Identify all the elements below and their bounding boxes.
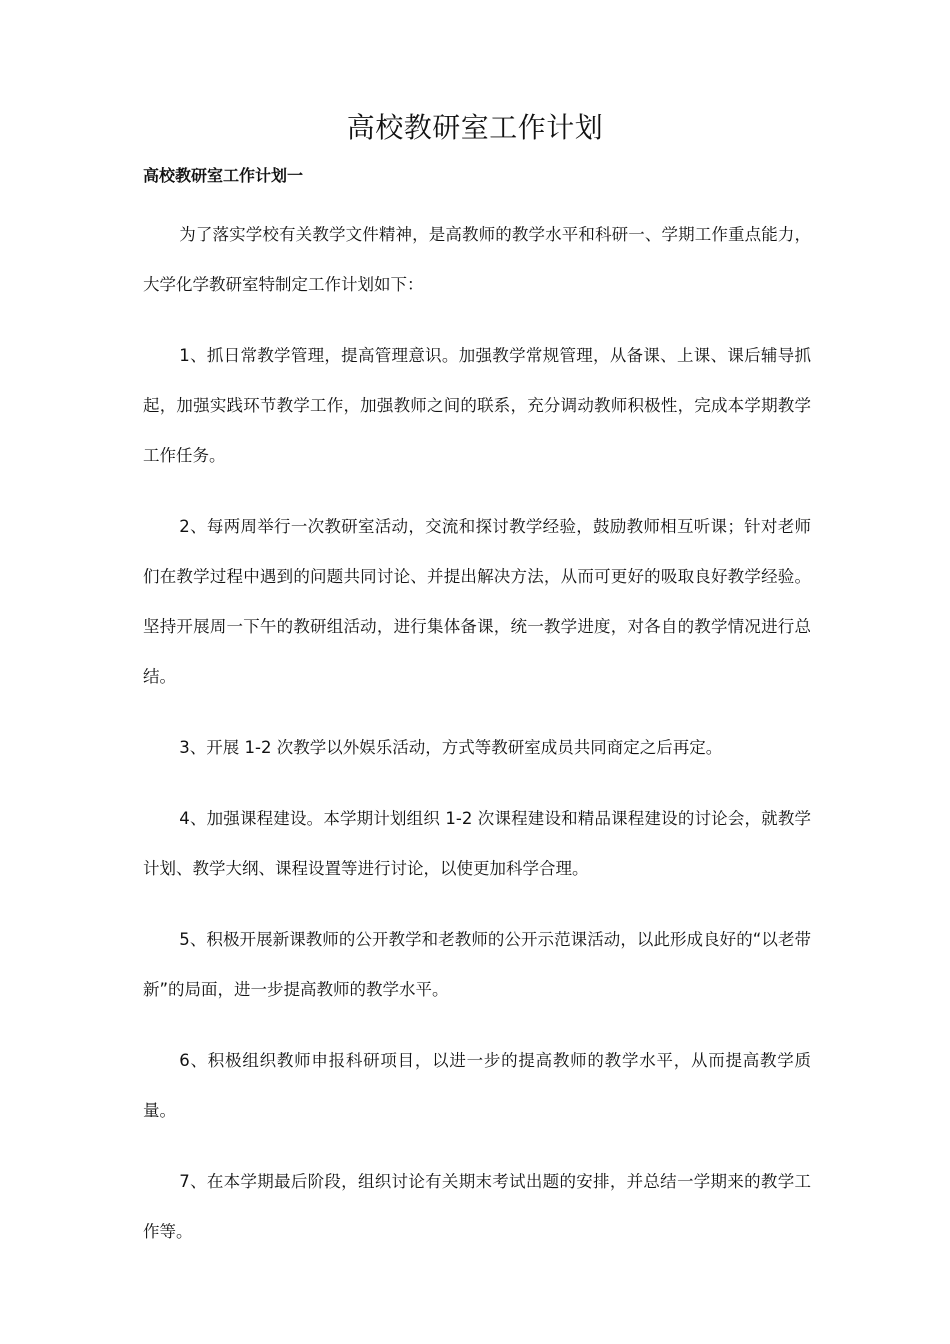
section-heading: 高校教研室工作计划一 [143, 166, 304, 185]
plan-item-3: 3、开展 1-2 次教学以外娱乐活动，方式等教研室成员共同商定之后再定。 [179, 738, 723, 757]
document-body [143, 210, 811, 1278]
plan-item-6: 6、积极组织教师申报科研项目，以进一步的提高教师的教学水平，从而提高教学质量。 [143, 1051, 811, 1120]
plan-item-1: 1、抓日常教学管理，提高管理意识。加强教学常规管理，从备课、上课、课后辅导抓起，加强实践环节教学工作，加强教师之间的联系，充分调动教师积极性，完成本学期教学工作任务。 [143, 346, 811, 465]
plan-item-2: 2、每两周举行一次教研室活动，交流和探讨教学经验，鼓励教师相互听课；针对老师们在教学过程中遇到的问题共同讨论、并提出解决方法，从而可更好的吸取良好教学经验。坚持开展周一下午的教研组活动，进行集体备课，统一教学进度，对各自的教学情况进行总结。 [143, 517, 811, 686]
plan-item-4: 4、加强课程建设。本学期计划组织 1-2 次课程建设和精品课程建设的讨论会，就教学计划、教学大纲、课程设置等进行讨论，以使更加科学合理。 [143, 809, 811, 878]
plan-item-7: 7、在本学期最后阶段，组织讨论有关期末考试出题的安排，并总结一学期来的教学工作等。 [143, 1172, 811, 1241]
plan-item-5: 5、积极开展新课教师的公开教学和老教师的公开示范课活动，以此形成良好的“以老带新”的局面，进一步提高教师的教学水平。 [143, 930, 811, 999]
document-title: 高校教研室工作计划 [346, 111, 604, 144]
intro-paragraph: 为了落实学校有关教学文件精神，是高教师的教学水平和科研一、学期工作重点能力，大学化学教研室特制定工作计划如下： [143, 225, 811, 294]
